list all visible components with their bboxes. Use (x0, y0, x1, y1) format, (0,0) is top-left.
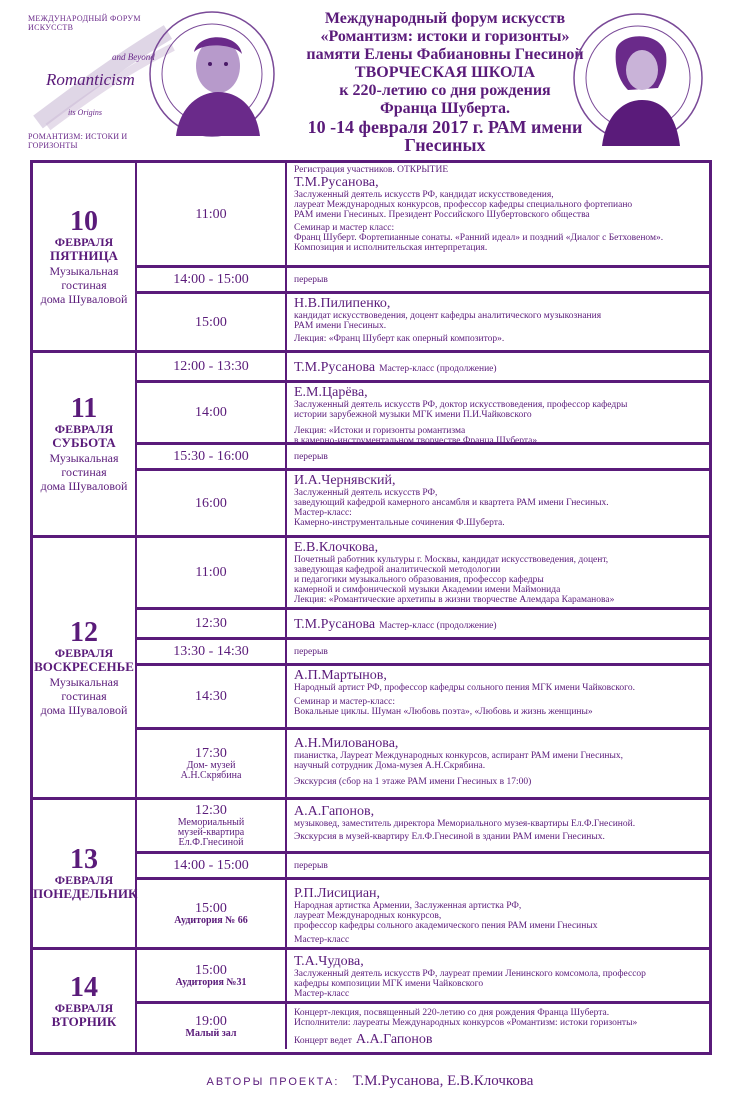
day-number: 14 (70, 971, 98, 1003)
logo-line-1: МЕЖДУНАРОДНЫЙ ФОРУМ ИСКУССТВ (28, 14, 141, 32)
desc-line: научный сотрудник Дома-музея А.Н.Скрябина. (294, 761, 486, 771)
day-block-10 (33, 163, 709, 353)
desc-line: Семинар и мастер класс: (294, 223, 395, 233)
place-line: дома Шуваловой (40, 291, 128, 306)
day-block-12 (33, 538, 709, 800)
authors-label: АВТОРЫ ПРОЕКТА: (206, 1076, 340, 1088)
speaker-name: Т.М.Русанова (294, 359, 376, 375)
table-row (137, 666, 709, 730)
time-cell (137, 353, 287, 380)
day-cell (33, 950, 137, 1052)
inline-note: Мастер-класс (продолжение) (379, 363, 497, 374)
time: 12:30 (195, 616, 227, 631)
time-cell (137, 640, 287, 663)
time-cell (137, 445, 287, 468)
place-line: гостиная (61, 277, 107, 292)
logo-line-2: and Beyond (112, 52, 155, 62)
day-cell (33, 163, 137, 350)
speaker-name: Т.М.Русанова (294, 616, 376, 632)
event-desc (294, 385, 704, 446)
time: 14:00 - 15:00 (173, 858, 249, 873)
place-line: дома Шуваловой (40, 479, 128, 493)
venue-line: Ел.Ф.Гнесиной (178, 837, 244, 848)
lead-label: Концерт ведет (294, 1036, 352, 1046)
title-line-1: Международный форум искусств (324, 10, 566, 27)
desc-line: профессор кафедры сольного академического пения РАМ имени Гнесиных (294, 921, 598, 931)
speaker-name: А.П.Мартынов, (294, 668, 387, 683)
desc-line: Франц Шуберт. Фортепианные сонаты. «Ранний идеал» и поздний «Диалог с Бетховеном». (294, 233, 664, 243)
event-desc (294, 296, 704, 344)
title-block (280, 10, 610, 154)
place-line: гостиная (61, 465, 107, 479)
logo-line-3: Romanticism (46, 70, 135, 89)
venue-line: Малый зал (185, 1028, 237, 1039)
day-number: 11 (70, 393, 98, 424)
time-cell (137, 880, 287, 947)
speaker-name: И.А.Чернявский, (294, 473, 396, 488)
venue-line: Аудитория №31 (175, 977, 247, 988)
time: 12:00 - 13:30 (173, 359, 249, 374)
time: 15:00 (195, 963, 227, 978)
desc-line: Заслуженный деятель искусств РФ, кандидат искусствоведения, (294, 190, 554, 200)
desc-line: лауреат Международных конкурсов, профессор кафедры специального фортепиано (294, 200, 633, 210)
break-note: перерыв (294, 451, 328, 462)
day-cell (33, 538, 137, 797)
desc-line: Лекция: «Истоки и горизонты романтизма (294, 426, 466, 436)
title-line-5: к 220-летию со дня рождения (339, 82, 551, 99)
speaker-name: Р.П.Лисициан, (294, 886, 381, 901)
desc-line: РАМ имени Гнесиных. (294, 321, 387, 331)
footer (0, 1073, 740, 1090)
time: 19:00 (195, 1014, 227, 1029)
event-desc (294, 640, 704, 663)
inline-note: Мастер-класс (продолжение) (379, 620, 497, 631)
day-weekday: ПОНЕДЕЛЬНИК (33, 886, 138, 901)
event-desc (294, 668, 704, 717)
speaker-name: А.Н.Милованова, (294, 736, 399, 751)
speaker-name: А.А.Гапонов (355, 1032, 433, 1047)
desc-line: Мастер-класс (294, 989, 350, 999)
title-line-3: памяти Елены Фабиановны Гнесиной (306, 46, 584, 63)
desc-line: музыковед, заместитель директора Мемориального музея-квартиры Ел.Ф.Гнесиной. (294, 819, 636, 829)
day-month: ФЕВРАЛЯ (54, 422, 114, 436)
desc-line: Исполнители: лауреаты Международных конкурсов «Романтизм: истоки горизонты» (294, 1018, 638, 1028)
authors-names: Т.М.Русанова, Е.В.Клочкова (352, 1073, 534, 1089)
table-row (137, 800, 709, 854)
event-desc (294, 854, 704, 877)
place-line: дома Шуваловой (40, 702, 128, 717)
desc-line: заведующая кафедрой аналитической методологии (294, 565, 501, 575)
event-desc (294, 268, 704, 291)
desc-line: Вокальные циклы. Шуман «Любовь поэта», «Любовь и жизнь женщины» (294, 707, 593, 717)
desc-line: Почетный работник культуры г. Москвы, кандидат искусствоведения, доцент, (294, 555, 609, 565)
table-row (137, 950, 709, 1004)
time-cell (137, 666, 287, 727)
table-row (137, 353, 709, 383)
day-place (33, 675, 135, 717)
day-cell (33, 800, 137, 947)
title-line-4: ТВОРЧЕСКАЯ ШКОЛА (354, 64, 536, 81)
desc-line: Мастер-класс: (294, 508, 352, 518)
desc-line: лауреат Международных конкурсов, (294, 911, 442, 921)
time: 14:00 - 15:00 (173, 272, 249, 287)
desc-line: в камерно-инструментальном творчестве Франца Шуберта» (294, 436, 538, 446)
desc-line: Заслуженный деятель искусств РФ, лауреат премии Ленинского комсомола, профессор (294, 969, 646, 979)
venue-line: А.Н.Скрябина (180, 770, 242, 781)
desc-line: Лекция: «Франц Шуберт как оперный композитор». (294, 334, 505, 344)
day-cell (33, 353, 137, 535)
speaker-name: Е.М.Царёва, (294, 385, 368, 400)
table-row (137, 471, 709, 535)
desc-line: Народная артистка Армении, Заслуженная артистка РФ, (294, 901, 522, 911)
table-row (137, 445, 709, 471)
desc-line: истории зарубежной музыки МГК имени П.И.Чайковского (294, 410, 532, 420)
desc-line: камерной и симфонической музыки Академии имени Маймонида (294, 585, 561, 595)
desc-line: пианистка, Лауреат Международных конкурсов, аспирант РАМ имени Гнесиных, (294, 751, 623, 761)
day-month: ФЕВРАЛЯ (54, 873, 114, 887)
desc-line: Мастер-класс (294, 935, 350, 945)
title-line-2: «Романтизм: истоки и горизонты» (320, 28, 570, 45)
time-cell (137, 800, 287, 851)
table-row (137, 163, 709, 268)
table-row (137, 383, 709, 445)
venue-line: Дом- музей (186, 760, 236, 771)
event-desc (294, 886, 704, 945)
break-note: перерыв (294, 274, 328, 285)
title-line-6: Франца Шуберта. (379, 100, 511, 117)
event-desc (294, 540, 704, 605)
desc-line: Заслуженный деятель искусств РФ, доктор искусствоведения, профессор кафедры (294, 400, 628, 410)
event-desc (294, 353, 704, 380)
desc-line: Камерно-инструментальные сочинения Ф.Шуберта. (294, 518, 505, 528)
time-cell (137, 163, 287, 265)
time-cell (137, 538, 287, 607)
event-desc (294, 610, 704, 637)
day-number: 13 (70, 844, 98, 875)
day-block-11 (33, 353, 709, 538)
desc-line: кафедры композиции МГК имени Чайковского (294, 979, 484, 989)
title-line-7: 10 -14 февраля 2017 г. РАМ имени Гнесиных (307, 117, 583, 155)
gnesina-portrait-seal (148, 8, 276, 140)
time-cell (137, 610, 287, 637)
time: 14:30 (195, 689, 227, 704)
event-desc (294, 954, 704, 999)
speaker-name: А.А.Гапонов, (294, 804, 375, 819)
desc-line: Лекция: «Романтические архетипы в жизни творчестве Алемдара Караманова» (294, 595, 615, 605)
venue-line: Аудитория № 66 (174, 915, 248, 926)
table-row (137, 610, 709, 640)
break-note: перерыв (294, 860, 328, 871)
day-month: ФЕВРАЛЯ (54, 234, 114, 249)
logo-line-5: РОМАНТИЗМ: ИСТОКИ И ГОРИЗОНТЫ (28, 132, 128, 150)
time-cell (137, 1004, 287, 1049)
table-row (137, 730, 709, 797)
table-row (137, 854, 709, 880)
time: 13:30 - 14:30 (173, 644, 249, 659)
speaker-name: Н.В.Пилипенко, (294, 296, 391, 311)
desc-line: Концерт-лекция, посвященный 220-летию со дня рождения Франца Шуберта. (294, 1008, 610, 1018)
time: 16:00 (195, 495, 227, 511)
time-cell (137, 950, 287, 1001)
pre-note: Регистрация участников. ОТКРЫТИЕ (294, 165, 449, 175)
place-line: Музыкальная (49, 451, 119, 465)
place-line: гостиная (61, 688, 107, 703)
event-desc (294, 165, 704, 253)
desc-line: РАМ имени Гнесиных. Президент Российского Шубертовского общества (294, 210, 590, 220)
event-desc (294, 473, 704, 528)
desc-line: кандидат искусствоведения, доцент кафедры аналитического музыкознания (294, 311, 602, 321)
table-row (137, 268, 709, 294)
day-block-14 (33, 950, 709, 1052)
day-month: ФЕВРАЛЯ (54, 1000, 114, 1015)
table-row (137, 880, 709, 947)
table-row (137, 294, 709, 350)
desc-line: заведующий кафедрой камерного ансамбля и квартета РАМ имени Гнесиных. (294, 498, 609, 508)
time-cell (137, 383, 287, 442)
day-month: ФЕВРАЛЯ (54, 645, 114, 660)
day-weekday: ВТОРНИК (51, 1013, 117, 1029)
venue-line: Мемориальный (177, 817, 245, 828)
event-desc (294, 804, 704, 842)
place-line: Музыкальная (49, 263, 119, 278)
time: 15:00 (195, 901, 227, 916)
desc-line: Экскурсия в музей-квартиру Ел.Ф.Гнесиной в здании РАМ имени Гнесиных. (294, 832, 605, 842)
speaker-name: Т.А.Чудова, (294, 954, 364, 969)
day-place (33, 264, 135, 306)
time-cell (137, 730, 287, 797)
time-cell (137, 471, 287, 535)
table-row (137, 1004, 709, 1049)
table-row (137, 640, 709, 666)
time: 12:30 (195, 803, 227, 818)
desc-line: и педагогики музыкального образования, профессор кафедры (294, 575, 544, 585)
time: 11:00 (195, 206, 227, 222)
place-line: Музыкальная (49, 674, 119, 689)
day-place (33, 451, 135, 493)
desc-line: Экскурсия (сбор на 1 этаже РАМ имени Гнесиных в 17:00) (294, 777, 532, 787)
day-number: 10 (70, 205, 98, 237)
logo-line-4: its Origins (68, 108, 103, 117)
day-weekday: ПЯТНИЦА (50, 247, 118, 263)
time: 17:30 (195, 746, 227, 761)
event-desc (294, 1008, 704, 1048)
time: 11:00 (195, 565, 227, 580)
time: 15:00 (195, 314, 227, 330)
day-weekday: ВОСКРЕСЕНЬЕ (34, 658, 134, 674)
desc-line: Народный артист РФ, профессор кафедры сольного пения МГК имени Чайковского. (294, 683, 635, 693)
desc-line: Заслуженный деятель искусств РФ, (294, 488, 438, 498)
day-block-13 (33, 800, 709, 950)
speaker-name: Т.М.Русанова, (294, 175, 379, 190)
event-desc (294, 445, 704, 468)
event-desc (294, 736, 704, 787)
day-number: 12 (70, 616, 98, 648)
time: 15:30 - 16:00 (173, 449, 249, 464)
day-weekday: СУББОТА (52, 435, 116, 450)
time-cell (137, 268, 287, 291)
venue-line: музей-квартира (177, 827, 245, 838)
header (0, 0, 740, 160)
break-note: перерыв (294, 646, 328, 657)
desc-line: Семинар и мастер-класс: (294, 697, 395, 707)
speaker-name: Е.В.Клочкова, (294, 540, 379, 555)
schedule-table (30, 160, 712, 1055)
desc-line: Композиция и исполнительская интерпретация. (294, 243, 488, 253)
time-cell (137, 854, 287, 877)
time-cell (137, 294, 287, 350)
table-row (137, 538, 709, 610)
schubert-portrait-seal (568, 10, 708, 150)
time: 14:00 (195, 405, 227, 420)
